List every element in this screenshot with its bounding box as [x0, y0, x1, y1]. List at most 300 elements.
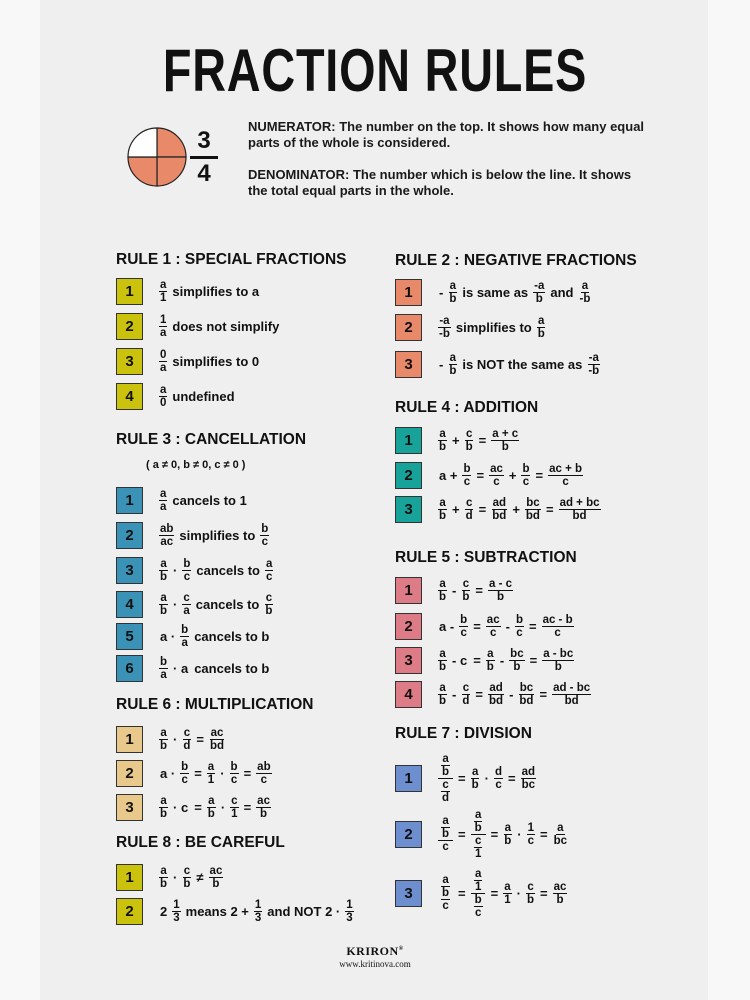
fraction	[438, 497, 447, 522]
fraction-numerator	[504, 822, 512, 835]
expression-text: c	[231, 794, 238, 807]
fraction-denominator	[159, 397, 167, 409]
fraction-numerator	[471, 766, 479, 779]
expression-text: a	[160, 361, 167, 374]
expression-text: b	[515, 613, 523, 626]
fraction-denominator	[488, 695, 504, 707]
expression-text: and NOT 2 ·	[267, 903, 341, 919]
fraction-denominator	[159, 571, 168, 583]
expression-text: a	[442, 752, 449, 765]
fraction-numerator	[209, 865, 224, 878]
fraction-denominator	[535, 293, 544, 305]
expression-text: c	[230, 773, 238, 786]
fraction-denominator	[159, 292, 167, 304]
expression-text: b	[183, 877, 191, 890]
fraction-numerator	[552, 682, 591, 695]
rule-formula	[157, 795, 273, 820]
expression-text: a	[208, 794, 215, 807]
fraction	[579, 280, 592, 305]
fraction	[521, 766, 536, 791]
expression-text: =	[458, 770, 466, 786]
expression-text: b	[230, 760, 238, 773]
fraction	[209, 865, 224, 890]
fraction-numerator	[159, 279, 167, 292]
rule-formula	[157, 761, 274, 786]
expression-text: c	[527, 880, 534, 893]
expression-text: a	[442, 815, 449, 827]
expression-text: b	[501, 440, 509, 453]
fraction	[518, 682, 534, 707]
expression-text: b	[442, 765, 450, 778]
fraction-numerator	[265, 592, 273, 605]
rule-number-badge: 3	[116, 348, 143, 375]
expression-text: =	[539, 686, 548, 702]
expression-text: ·	[173, 869, 178, 885]
fraction	[182, 865, 191, 890]
expression-text: a	[471, 765, 479, 778]
expression-text: a	[160, 726, 167, 739]
rule-number-badge: 4	[116, 591, 143, 618]
fraction	[254, 899, 262, 924]
fraction-denominator	[159, 501, 167, 513]
rule-formula	[157, 592, 275, 617]
fraction-numerator	[494, 766, 503, 779]
expression-text: c	[265, 591, 273, 604]
expression-text: cancels to	[195, 596, 260, 612]
fraction	[491, 428, 519, 453]
fraction-denominator	[438, 441, 447, 453]
expression-text: ac - b	[542, 613, 573, 626]
expression-text: b	[460, 613, 468, 626]
fraction-numerator	[465, 497, 473, 510]
fraction	[438, 428, 447, 453]
fraction	[542, 614, 574, 639]
fraction-numerator	[533, 280, 545, 293]
rule-item	[116, 863, 225, 891]
fraction-denominator	[180, 774, 188, 786]
fraction-denominator	[465, 510, 474, 522]
rule-number-badge: 3	[395, 496, 422, 523]
fraction-numerator	[207, 795, 215, 808]
expression-text: =	[475, 582, 483, 598]
rule-number-badge: 2	[116, 760, 143, 787]
fraction-denominator	[254, 912, 262, 924]
expression-text: ·	[173, 596, 178, 612]
rule-item	[116, 793, 273, 821]
fraction	[172, 899, 180, 924]
fraction-denominator	[159, 327, 167, 339]
fraction-denominator	[471, 894, 486, 919]
expression-text: a	[474, 867, 482, 880]
fraction-denominator	[554, 661, 563, 673]
fraction-numerator	[474, 809, 482, 822]
rule-number-badge: 1	[395, 765, 422, 792]
rule-item	[116, 347, 262, 375]
expression-text: 1	[207, 773, 215, 786]
expression-text: ab	[160, 522, 174, 535]
fraction	[448, 280, 457, 305]
expression-text: c	[495, 778, 502, 791]
expression-text: c	[465, 427, 473, 440]
expression-text: b	[465, 440, 473, 453]
expression-text: bd	[489, 694, 504, 707]
rule-item	[395, 278, 593, 306]
expression-text: a - c	[489, 577, 513, 590]
fraction-denominator	[438, 661, 447, 673]
expression-text: ad	[489, 681, 503, 694]
rule-number-badge: 3	[395, 351, 422, 378]
fraction-numerator	[474, 894, 483, 907]
expression-text: b	[160, 655, 168, 668]
fraction	[471, 766, 480, 791]
denominator: 4	[197, 160, 211, 187]
fraction	[474, 835, 482, 860]
rule-heading: RULE 5 : SUBTRACTION	[395, 549, 577, 566]
fraction-denominator	[182, 878, 191, 890]
fraction-numerator	[230, 795, 238, 808]
fraction-denominator	[159, 536, 174, 548]
fraction-numerator	[230, 761, 239, 774]
expression-text: simplifies to a	[172, 283, 260, 299]
fraction-numerator	[488, 578, 513, 591]
rule-formula	[436, 753, 538, 804]
rule-number-badge: 1	[116, 726, 143, 753]
fraction-numerator	[441, 815, 449, 828]
fraction	[159, 488, 167, 513]
fraction	[159, 523, 174, 548]
expression-text: bd	[210, 739, 225, 752]
fraction	[461, 578, 470, 603]
fraction	[207, 795, 216, 820]
expression-text: a	[160, 487, 167, 500]
expression-text: ac	[553, 880, 567, 893]
fraction-denominator	[159, 669, 167, 681]
fraction	[526, 881, 535, 906]
expression-text: -	[439, 284, 444, 300]
expression-text: bc	[526, 496, 540, 509]
rule-item	[116, 590, 275, 618]
fraction	[209, 727, 225, 752]
expression-text: =	[508, 770, 516, 786]
fraction-denominator	[159, 362, 167, 374]
expression-text: c	[183, 864, 191, 877]
expression-text: a	[439, 681, 446, 694]
rule-heading: RULE 2 : NEGATIVE FRACTIONS	[395, 252, 637, 269]
fraction	[471, 868, 486, 919]
fraction	[527, 822, 535, 847]
fraction-numerator	[159, 314, 167, 327]
fraction-denominator	[491, 510, 507, 522]
expression-text: a	[160, 500, 167, 513]
expression-text: a ·	[160, 765, 176, 781]
rule-formula	[436, 463, 585, 488]
expression-text: a	[160, 383, 167, 396]
expression-text: ·	[220, 799, 226, 815]
fraction	[159, 279, 167, 304]
expression-text: =	[194, 765, 202, 781]
expression-text: b	[471, 778, 479, 791]
fraction	[474, 868, 482, 893]
expression-text: b	[442, 887, 450, 899]
rule-number-badge: 2	[395, 462, 422, 489]
rule-formula	[436, 280, 593, 305]
fraction-numerator	[159, 656, 168, 669]
fraction	[553, 822, 568, 847]
fraction-numerator	[548, 463, 583, 476]
fraction	[438, 578, 447, 603]
fraction	[438, 682, 447, 707]
expression-text: 1	[474, 847, 482, 860]
fraction-denominator	[182, 605, 190, 617]
expression-text: c	[183, 570, 191, 583]
expression-text: ·	[173, 562, 178, 578]
fraction-bar	[190, 156, 218, 159]
fraction-numerator	[180, 761, 189, 774]
rule-item	[116, 277, 262, 305]
fraction	[509, 648, 524, 673]
expression-text: c	[516, 626, 523, 639]
expression-text: =	[540, 885, 548, 901]
fraction-denominator	[474, 822, 483, 834]
fraction	[438, 815, 453, 853]
rule-formula	[157, 656, 272, 681]
fraction-numerator	[438, 315, 450, 328]
expression-text: 1	[160, 313, 167, 326]
fraction-numerator	[503, 881, 511, 894]
expression-text: d	[465, 509, 473, 522]
fraction	[438, 315, 451, 340]
fraction-numerator	[471, 868, 485, 894]
expression-text: bd	[564, 694, 579, 707]
expression-text: b	[522, 462, 530, 475]
expression-text: b	[474, 893, 482, 906]
expression-text: b	[527, 893, 535, 906]
expression-text: b	[439, 694, 447, 707]
expression-text: c	[463, 475, 471, 488]
fraction-numerator	[441, 779, 449, 792]
fraction	[548, 463, 583, 488]
expression-text: b	[463, 462, 471, 475]
expression-text: 0	[160, 396, 167, 409]
numerator: 3	[197, 127, 211, 154]
fraction	[474, 809, 483, 834]
fraction-numerator	[180, 624, 189, 637]
page-title: FRACTION RULES	[162, 37, 588, 104]
fraction-numerator	[449, 280, 457, 293]
expression-text: a	[442, 874, 449, 886]
fraction	[438, 874, 453, 912]
fraction-denominator	[526, 894, 535, 906]
fraction-numerator	[526, 881, 534, 894]
rule-formula	[436, 648, 576, 673]
fraction	[521, 463, 530, 488]
fraction-numerator	[474, 868, 482, 881]
rule-formula	[157, 384, 238, 409]
expression-text: b	[513, 660, 521, 673]
expression-text: c	[183, 726, 191, 739]
expression-text: a	[449, 279, 457, 292]
expression-text: ·	[516, 885, 521, 901]
expression-text: 3	[254, 911, 262, 924]
footer-logo	[0, 944, 750, 969]
rule-heading: RULE 6 : MULTIPLICATION	[116, 696, 314, 713]
fraction-denominator	[461, 695, 470, 707]
fraction-numerator	[207, 761, 215, 774]
fraction-denominator	[489, 627, 497, 639]
rule-item	[395, 576, 515, 604]
expression-text: a	[581, 279, 589, 292]
fraction-numerator	[521, 766, 536, 779]
rule-formula	[436, 497, 603, 522]
expression-text: ac	[486, 613, 500, 626]
rule-item	[395, 350, 602, 378]
rule-item	[116, 521, 271, 549]
expression-text: =	[458, 826, 466, 842]
fraction-denominator	[556, 894, 565, 906]
fraction-denominator	[259, 808, 268, 820]
fraction	[491, 497, 507, 522]
expression-text: is NOT the same as	[462, 356, 583, 372]
fraction-numerator	[489, 463, 504, 476]
expression-text: bd	[572, 509, 587, 522]
fraction	[180, 761, 189, 786]
expression-text: ·	[484, 770, 489, 786]
fraction-numerator	[441, 887, 450, 900]
fraction	[260, 523, 269, 548]
fraction	[159, 656, 168, 681]
rule-item	[116, 654, 272, 682]
rule-item	[116, 725, 227, 753]
fraction-denominator	[345, 912, 353, 924]
rule-item	[395, 612, 576, 640]
rule-heading: RULE 4 : ADDITION	[395, 399, 539, 416]
fraction-denominator	[448, 293, 457, 305]
expression-text: a	[160, 326, 167, 339]
expression-text: bc	[510, 647, 524, 660]
expression-text: ac	[490, 462, 503, 475]
expression-text: b	[462, 590, 470, 603]
fraction	[438, 753, 453, 804]
expression-text: ac	[257, 794, 270, 807]
expression-text: b	[183, 557, 191, 570]
expression-text: b	[439, 590, 447, 603]
expression-text: b	[504, 834, 512, 847]
fraction-numerator	[438, 682, 446, 695]
fraction-denominator	[518, 695, 534, 707]
fraction	[438, 648, 447, 673]
fraction	[159, 349, 167, 374]
fraction-denominator	[471, 779, 480, 791]
fraction-numerator	[491, 428, 519, 441]
fraction-denominator	[172, 912, 180, 924]
expression-text: and	[550, 284, 574, 300]
fraction	[159, 865, 168, 890]
fraction-numerator	[345, 899, 353, 912]
expression-text: cancels to b	[194, 628, 270, 644]
expression-text: a	[207, 760, 215, 773]
expression-text: b	[160, 604, 168, 617]
rule-item	[116, 486, 250, 514]
fraction	[159, 592, 168, 617]
expression-text: b	[207, 807, 215, 820]
fraction	[486, 648, 495, 673]
fraction-numerator	[182, 592, 190, 605]
rule-item	[116, 382, 238, 410]
rule-formula	[436, 614, 576, 639]
expression-text: a -	[439, 618, 455, 634]
expression-text: b	[556, 893, 564, 906]
expression-text: a	[504, 880, 511, 893]
expression-text: cancels to b	[194, 660, 270, 676]
expression-text: a	[538, 314, 545, 327]
expression-text: c	[493, 475, 500, 488]
fraction-numerator	[438, 648, 446, 661]
fraction-numerator	[462, 682, 470, 695]
fraction-numerator	[265, 558, 273, 571]
expression-text: a	[557, 821, 564, 834]
fraction	[459, 614, 468, 639]
expression-text: =	[194, 799, 202, 815]
rule-formula	[157, 349, 262, 374]
fraction-numerator	[159, 523, 174, 536]
fraction	[465, 497, 474, 522]
rule-heading: RULE 1 : SPECIAL FRACTIONS	[116, 251, 347, 268]
expression-text: a	[439, 577, 446, 590]
fraction-denominator	[463, 476, 471, 488]
fraction	[441, 887, 450, 912]
fraction-numerator	[542, 648, 574, 661]
fraction-numerator	[462, 463, 471, 476]
expression-text: c	[442, 841, 449, 853]
expression-text: c	[562, 475, 569, 488]
expression-text: bc	[553, 834, 568, 847]
fraction-denominator	[564, 695, 580, 707]
fraction-numerator	[441, 753, 449, 766]
fraction-numerator	[159, 384, 167, 397]
expression-text: · a	[173, 660, 189, 676]
fraction-denominator	[587, 365, 600, 377]
expression-text: ac	[209, 864, 223, 877]
expression-text: b	[537, 327, 545, 340]
registered-mark: ®	[398, 946, 404, 952]
expression-text: c	[462, 681, 470, 694]
fraction-denominator	[515, 627, 523, 639]
fraction-numerator	[182, 558, 191, 571]
fraction-denominator	[465, 441, 474, 453]
expression-text: b	[160, 739, 168, 752]
expression-text: c	[462, 577, 470, 590]
fraction	[542, 648, 574, 673]
fraction-denominator	[438, 328, 451, 340]
rule-number-badge: 1	[116, 278, 143, 305]
expression-text: c	[266, 570, 273, 583]
rule-item	[116, 897, 356, 925]
expression-text: 3	[173, 911, 180, 924]
fraction-numerator	[486, 648, 494, 661]
expression-text: a	[449, 351, 457, 364]
fraction	[533, 280, 545, 305]
expression-text: ad - bc	[553, 681, 591, 694]
fraction	[159, 384, 167, 409]
fraction-denominator	[441, 900, 449, 912]
expression-text: a ·	[160, 628, 176, 644]
expression-text: -a	[439, 314, 450, 327]
expression-text: bc	[521, 778, 536, 791]
expression-text: b	[449, 364, 457, 377]
fraction-denominator	[461, 591, 470, 603]
fraction	[230, 761, 239, 786]
fraction	[207, 761, 215, 786]
